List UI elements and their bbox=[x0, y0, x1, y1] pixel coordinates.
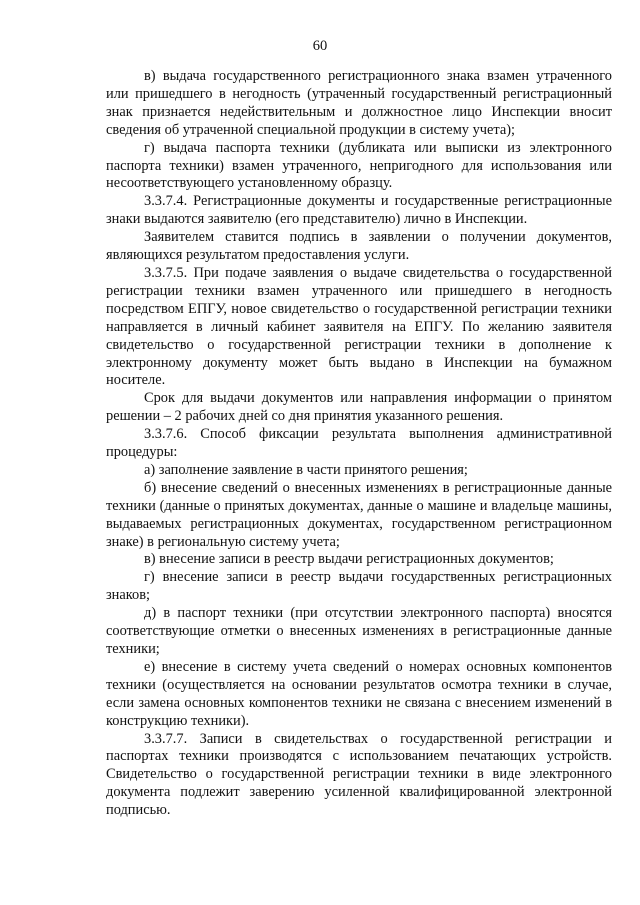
page-number: 60 bbox=[312, 38, 328, 54]
paragraph-item-v-state-plate: в) выдача государственного регистрационного знака взамен утраченного или пришедшего в негодность (утраченный государственный регистрационный знак признается недействительным и должностное лицо Инспекции вносит сведения об утраченной специальной продукции в систему учета); bbox=[106, 68, 612, 138]
paragraph-item-v: в) внесение записи в реестр выдачи регистрационных документов; bbox=[144, 551, 554, 568]
paragraph-item-b: б) внесение сведений о внесенных изменениях в регистрационные данные техники (данные о принятых документах, данные о машине и владельце машины, выдаваемых регистрационных документах, государственном регистрационном знаке) в региональную систему учета; bbox=[106, 479, 612, 550]
paragraph-applicant-signature: Заявителем ставится подпись в заявлении о получении документов, являющихся результатом предоставления услуги. bbox=[106, 229, 612, 264]
paragraph-item-e: е) внесение в систему учета сведений о номерах основных компонентов техники (осуществляется на основании результатов осмотра техники в случае, если замена основных компонентов техники не связана с внесением изменений в конструкцию техники). bbox=[106, 658, 612, 729]
paragraph-3-3-7-4: 3.3.7.4. Регистрационные документы и государственные регистрационные знаки выдаются заявителю (его представителю) лично в Инспекции. bbox=[106, 193, 612, 228]
paragraph-3-3-7-5: 3.3.7.5. При подаче заявления о выдаче свидетельства о государственной регистрации техники взамен утраченного или пришедшего в негодность посредством ЕПГУ, новое свидетельство о государственной регистрации техники направляется в личный кабинет заявителя на ЕПГУ. По желанию заявителя свидетельство о государственной регистрации техники в дополнение к электронному документу может быть выдано в Инспекции на бумажном носителе. bbox=[106, 264, 612, 389]
paragraph-item-g-passport: г) выдача паспорта техники (дубликата или выписки из электронного паспорта техники) взамен утраченного, непригодного для использования или несоответствующего установленному образцу. bbox=[106, 139, 612, 192]
paragraph-item-g: г) внесение записи в реестр выдачи государственных регистрационных знаков; bbox=[106, 569, 612, 604]
paragraph-item-a: а) заполнение заявление в части принятого решения; bbox=[144, 461, 468, 478]
paragraph-deadline: Срок для выдачи документов или направления информации о принятом решении – 2 рабочих дней со дня принятия указанного решения. bbox=[106, 390, 612, 425]
paragraph-item-d: д) в паспорт техники (при отсутствии электронного паспорта) вносятся соответствующие отметки о внесенных изменениях в регистрационные данные техники; bbox=[106, 605, 612, 657]
body-text bbox=[106, 68, 612, 820]
paragraph-3-3-7-7: 3.3.7.7. Записи в свидетельствах о государственной регистрации и паспортах техники производятся с использованием печатающих устройств. Свидетельство о государственной регистрации техники в виде электронного документа подлежит заверению усиленной квалифицированной электронной подписью. bbox=[106, 730, 612, 819]
paragraph-3-3-7-6: 3.3.7.6. Способ фиксации результата выполнения административной процедуры: bbox=[106, 426, 612, 461]
